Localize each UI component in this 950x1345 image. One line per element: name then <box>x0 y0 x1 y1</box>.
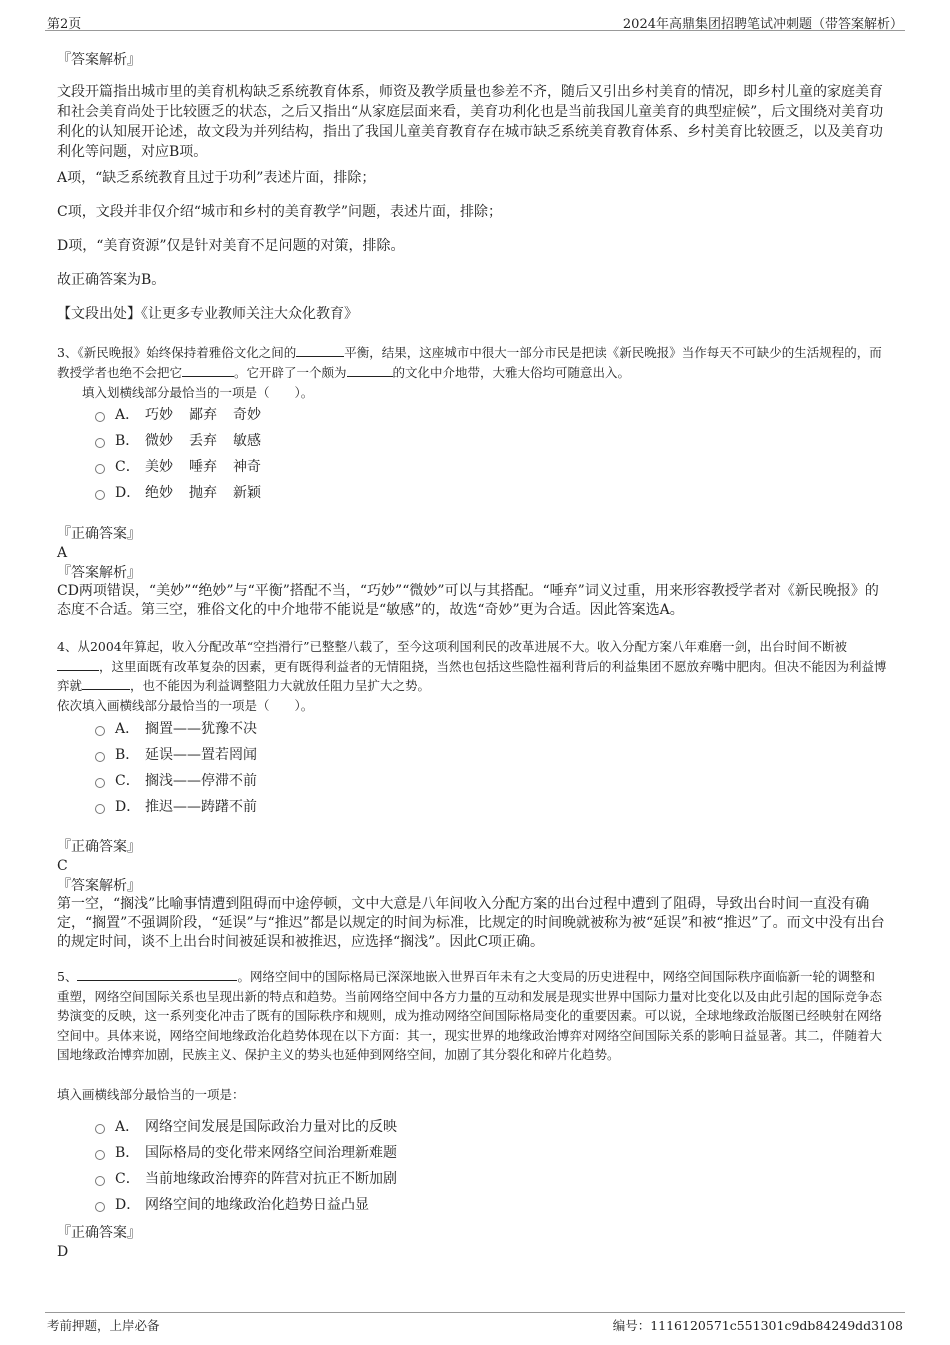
q3-prompt: 填入划横线部分最恰当的一项是（ ）。 <box>82 385 314 400</box>
q3-option-b[interactable]: B． 微妙 丢弃 敏感 <box>95 427 261 453</box>
q5-options <box>95 1113 397 1217</box>
q2-analysis-a: A项，“缺乏系统教育且过于功利”表述片面，排除； <box>57 170 376 186</box>
page-footer <box>45 1312 905 1335</box>
radio-icon[interactable] <box>95 490 105 500</box>
q4-option-b[interactable]: B． 延误——置若罔闻 <box>95 741 257 767</box>
radio-icon[interactable] <box>95 412 105 422</box>
q4-analysis-label: 『答案解析』 <box>57 878 141 894</box>
q5-option-b[interactable]: B． 国际格局的变化带来网络空间治理新难题 <box>95 1139 397 1165</box>
q4-answer: C <box>57 858 68 874</box>
page-header <box>45 10 905 31</box>
q4-option-a[interactable]: A． 搁置——犹豫不决 <box>95 715 257 741</box>
q2-analysis-d: D项，“美育资源”仅是针对美育不足问题的对策，排除。 <box>57 238 405 254</box>
q2-analysis-label: 『答案解析』 <box>57 52 141 68</box>
q5-stem: 5、 。网络空间中的国际格局已深深地嵌入世界百年未有之大变局的历史进程中，网络空间国际秩序面临新一轮的调整和重塑，网络空间国际关系也呈现出新的特点和趋势。当前网络空间中各方力量的互动和发展是现实世界中国际力量对比变化以及由此引起的国际竞争态势演变的反映，这一系列变化冲击了既有的国际秩序和规则，成为推动网络空间国际格局变化的重要因素。可以说，全球地缘政治版图已经映射在网络空间中。具体来说，网络空间地缘政治化趋势体现在以下方面：其一，现实世界的地缘政治博弈对网络空间国际关系的影响日益显著。其二，伴随着大国地缘政治博弈加剧，民族主义、保护主义的势头也延伸到网络空间，加剧了其分裂化和碎片化趋势。 <box>57 969 883 1062</box>
q4-options <box>95 715 257 819</box>
q3-answer: A <box>57 545 68 561</box>
q2-analysis-c: C项，文段并非仅介绍“城市和乡村的美育教学”问题，表述片面，排除； <box>57 204 503 220</box>
q5-answer-label: 『正确答案』 <box>57 1225 141 1241</box>
radio-icon[interactable] <box>95 464 105 474</box>
q2-analysis-main: 文段开篇指出城市里的美育机构缺乏系统教育体系，师资及教学质量也参差不齐，随后又引出乡村美育的情况，即乡村儿童的家庭美育和社会美育尚处于比较匮乏的状态，之后又指出“从家庭层面来看，美育功利化也是当前我国儿童美育的典型症候”，后文围绕对美育功利化的认知展开论述，故文段为并列结构，指出了我国儿童美育教育存在城市缺乏系统美育教育体系、乡村美育比较匮乏，以及美育功利化等问题，对应B项。 <box>57 84 884 160</box>
q4-stem: 4、从2004年算起，收入分配改革“空挡滑行”已整整八载了，至今这项利国利民的改革进展不大。收入分配方案八年难磨一剑，出台时间不断被，这里面既有改革复杂的因素，更有既得利益者的无情阻挠，当然也包括这些隐性福利背后的利益集团不愿放弃嘴中肥肉。但决不能因为利益博弈就 ，也不能因为利益调整阻力大就放任阻力呈扩大之势。 <box>57 639 887 693</box>
q3-stem: 3、《新民晚报》始终保持着雅俗文化之间的 平衡，结果，这座城市中很大一部分市民是把读《新民晚报》当作每天不可缺少的生活规程的，而教授学者也绝不会把它 。它开辟了一个颇为 的文化中介地带，大雅大俗均可随意出入。 <box>57 345 882 380</box>
radio-icon[interactable] <box>95 1124 105 1134</box>
radio-icon[interactable] <box>95 1176 105 1186</box>
q3-option-d[interactable]: D． 绝妙 抛弃 新颖 <box>95 479 261 505</box>
document-title: 2024年高鼎集团招聘笔试冲刺题（带答案解析） <box>622 17 903 32</box>
q3-analysis: CD两项错误，“美妙”“绝妙”与“平衡”搭配不当，“巧妙”“微妙”可以与其搭配。“唾弃”词义过重，用来形容教授学者对《新民晚报》的态度不合适。第三空，雅俗文化的中介地带不能说是“敏感”的，故选“奇妙”更为合适。因此答案选A。 <box>57 583 879 618</box>
q5-option-a[interactable]: A． 网络空间发展是国际政治力量对比的反映 <box>95 1113 397 1139</box>
q5-answer: D <box>57 1244 69 1260</box>
radio-icon[interactable] <box>95 778 105 788</box>
q3-options <box>95 401 261 505</box>
document-id: 编号：1116120571c551301c9db84249dd3108 <box>612 1318 903 1333</box>
radio-icon[interactable] <box>95 726 105 736</box>
q2-conclusion: 故正确答案为B。 <box>57 272 166 288</box>
q4-prompt: 依次填入画横线部分最恰当的一项是（ ）。 <box>57 698 314 713</box>
q4-option-d[interactable]: D． 推迟——踌躇不前 <box>95 793 257 819</box>
radio-icon[interactable] <box>95 1202 105 1212</box>
q5-option-c[interactable]: C． 当前地缘政治博弈的阵营对抗正不断加剧 <box>95 1165 397 1191</box>
q3-analysis-label: 『答案解析』 <box>57 565 141 581</box>
q2-source: 【文段出处】《让更多专业教师关注大众化教育》 <box>57 306 358 322</box>
page-number: 第2页 <box>47 17 82 32</box>
footer-slogan: 考前押题，上岸必备 <box>47 1318 160 1333</box>
q4-analysis: 第一空，“搁浅”比喻事情遭到阻碍而中途停顿，文中大意是八年间收入分配方案的出台过程中遭到了阻碍，导致出台时间一直没有确定，“搁置”不强调阶段，“延误”与“推迟”都是以规定的时间为标准，比规定的时间晚就被称为被“延误”和被“推迟”了。而文中没有出台的规定时间，谈不上出台时间被延误和被推迟，应选择“搁浅”。因此C项正确。 <box>57 896 885 950</box>
q4-answer-label: 『正确答案』 <box>57 839 141 855</box>
q5-option-d[interactable]: D． 网络空间的地缘政治化趋势日益凸显 <box>95 1191 397 1217</box>
q3-option-a[interactable]: A． 巧妙 鄙弃 奇妙 <box>95 401 261 427</box>
radio-icon[interactable] <box>95 1150 105 1160</box>
q3-answer-label: 『正确答案』 <box>57 526 141 542</box>
q4-option-c[interactable]: C． 搁浅——停滞不前 <box>95 767 257 793</box>
radio-icon[interactable] <box>95 804 105 814</box>
radio-icon[interactable] <box>95 752 105 762</box>
q5-prompt: 填入画横线部分最恰当的一项是： <box>57 1087 245 1102</box>
radio-icon[interactable] <box>95 438 105 448</box>
q3-option-c[interactable]: C． 美妙 唾弃 神奇 <box>95 453 261 479</box>
